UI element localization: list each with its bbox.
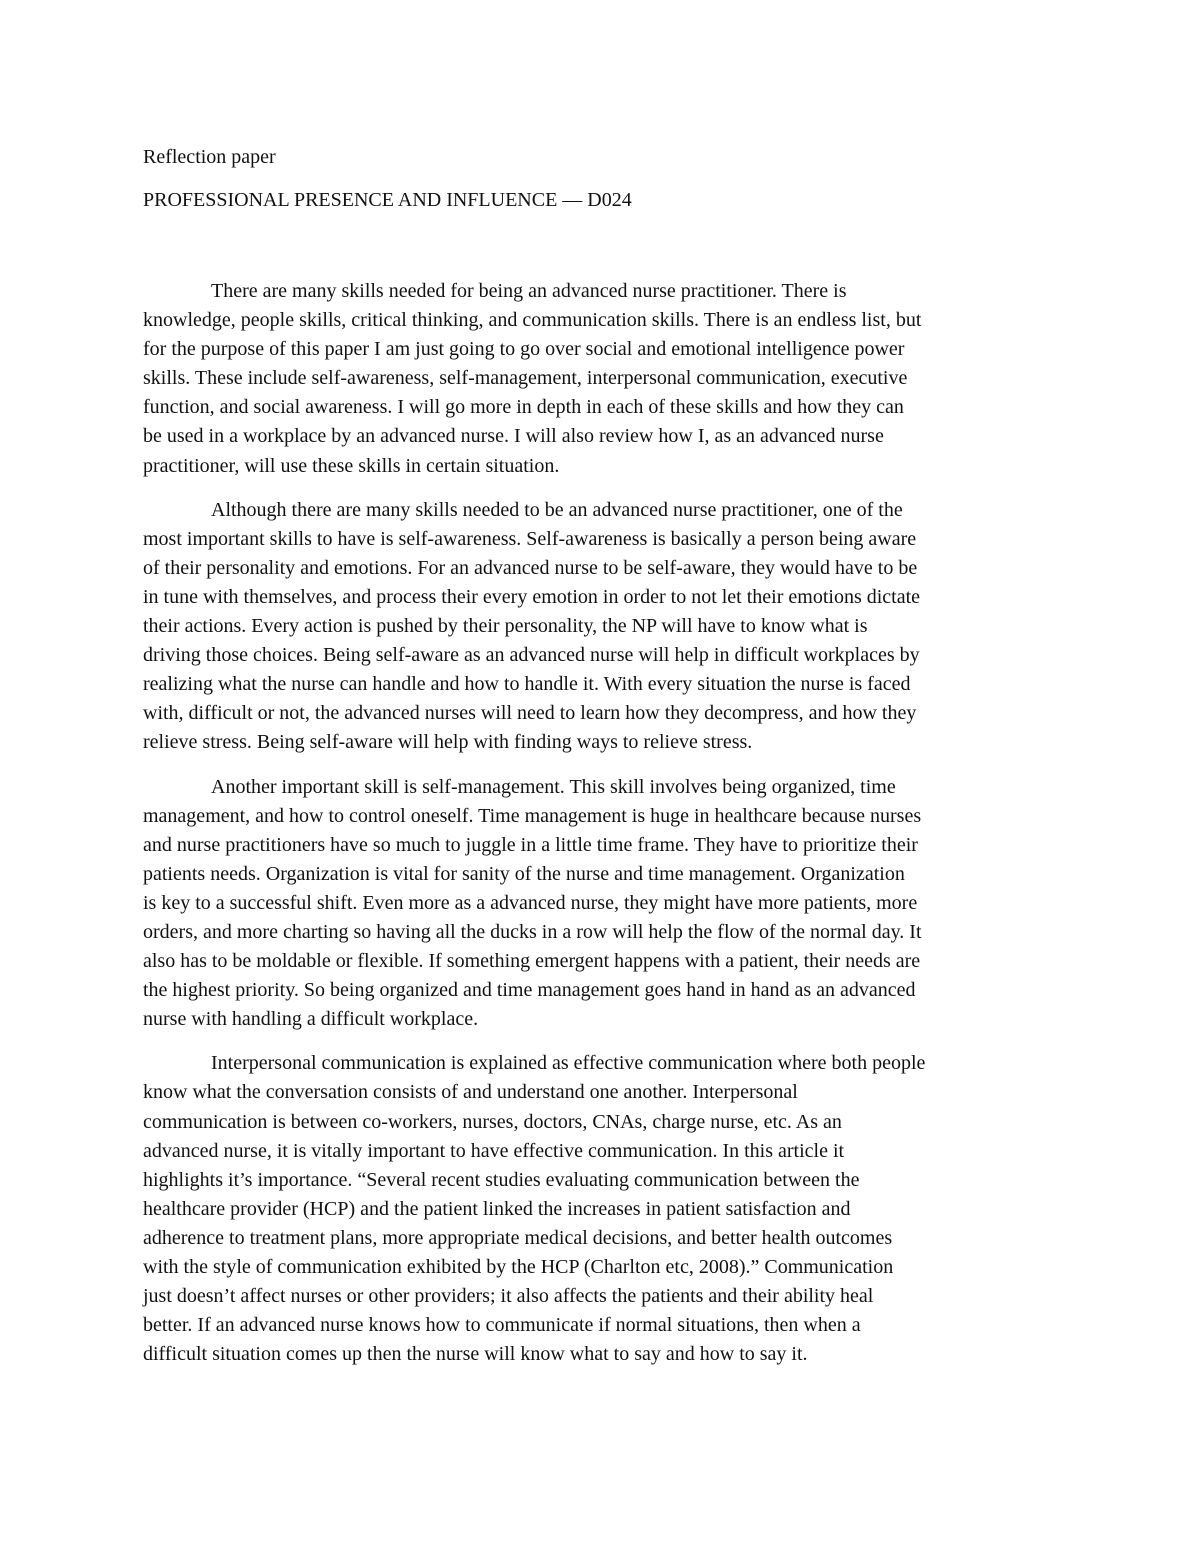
paragraph-line: highlights it’s importance. “Several recent studies evaluating communication between the bbox=[143, 1168, 860, 1191]
paragraph-line: healthcare provider (HCP) and the patient linked the increases in patient satisfaction and bbox=[143, 1197, 851, 1220]
body-paragraph bbox=[143, 277, 1063, 481]
document-body bbox=[143, 277, 1063, 1384]
course-heading: PROFESSIONAL PRESENCE AND INFLUENCE — D024 bbox=[143, 189, 632, 211]
paragraph-line: knowledge, people skills, critical thinking, and communication skills. There is an endless list, but bbox=[143, 309, 922, 332]
paragraph-line: and nurse practitioners have so much to juggle in a little time frame. They have to prioritize their bbox=[143, 833, 918, 856]
paragraph-line: There are many skills needed for being an advanced nurse practitioner. There is bbox=[211, 280, 847, 302]
body-paragraph bbox=[143, 496, 1063, 758]
paragraph-line: in tune with themselves, and process their every emotion in order to not let their emotions dictate bbox=[143, 585, 921, 608]
paragraph-line: know what the conversation consists of and understand one another. Interpersonal bbox=[143, 1081, 798, 1104]
paragraph-line: be used in a workplace by an advanced nurse. I will also review how I, as an advanced nurse bbox=[143, 425, 884, 448]
paragraph-line: Interpersonal communication is explained as effective communication where both people bbox=[211, 1052, 926, 1075]
paragraph-line: the highest priority. So being organized and time management goes hand in hand as an advanced bbox=[143, 979, 916, 1002]
paragraph-line: difficult situation comes up then the nurse will know what to say and how to say it. bbox=[143, 1343, 808, 1366]
paragraph-line: is key to a successful shift. Even more as a advanced nurse, they might have more patients, more bbox=[143, 891, 918, 914]
paragraph-line: skills. These include self-awareness, self-management, interpersonal communication, executive bbox=[143, 367, 908, 390]
paragraph-line: communication is between co-workers, nurses, doctors, CNAs, charge nurse, etc. As an bbox=[143, 1110, 842, 1133]
paragraph-line: most important skills to have is self-awareness. Self-awareness is basically a person being aware bbox=[143, 527, 917, 550]
paragraph-line: advanced nurse, it is vitally important to have effective communication. In this article it bbox=[143, 1139, 845, 1162]
paragraph-line: practitioner, will use these skills in certain situation. bbox=[143, 454, 560, 477]
paragraph-line: with, difficult or not, the advanced nurses will need to learn how they decompress, and how they bbox=[143, 702, 917, 725]
paragraph-line: of their personality and emotions. For an advanced nurse to be self-aware, they would have to be bbox=[143, 556, 918, 579]
paragraph-line: function, and social awareness. I will go more in depth in each of these skills and how they can bbox=[143, 396, 904, 419]
body-paragraph bbox=[143, 1049, 1063, 1369]
paragraph-line: just doesn’t affect nurses or other providers; it also affects the patients and their ability heal bbox=[143, 1285, 874, 1308]
paragraph-line: patients needs. Organization is vital for sanity of the nurse and time management. Organization bbox=[143, 862, 905, 885]
paragraph-line: Another important skill is self-management. This skill involves being organized, time bbox=[211, 775, 896, 798]
paragraph-line: for the purpose of this paper I am just going to go over social and emotional intelligence power bbox=[143, 338, 905, 361]
paragraph-line: orders, and more charting so having all the ducks in a row will help the flow of the normal day. It bbox=[143, 920, 922, 943]
paragraph-line: realizing what the nurse can handle and how to handle it. With every situation the nurse is faced bbox=[143, 673, 911, 696]
paragraph-line: with the style of communication exhibited by the HCP (Charlton etc, 2008).” Communication bbox=[143, 1256, 894, 1278]
paragraph-line: management, and how to control oneself. Time management is huge in healthcare because nurses bbox=[143, 804, 922, 827]
paragraph-line: adherence to treatment plans, more appropriate medical decisions, and better health outcomes bbox=[143, 1226, 893, 1249]
paragraph-line: nurse with handling a difficult workplace. bbox=[143, 1008, 479, 1031]
paragraph-line: Although there are many skills needed to be an advanced nurse practitioner, one of the bbox=[211, 498, 903, 521]
paragraph-line: relieve stress. Being self-aware will help with finding ways to relieve stress. bbox=[143, 731, 753, 754]
paragraph-line: also has to be moldable or flexible. If something emergent happens with a patient, their needs are bbox=[143, 950, 921, 973]
document-title: Reflection paper bbox=[143, 146, 276, 168]
paragraph-line: better. If an advanced nurse knows how to communicate if normal situations, then when a bbox=[143, 1314, 861, 1337]
paragraph-line: driving those choices. Being self-aware as an advanced nurse will help in difficult workplaces by bbox=[143, 644, 920, 667]
body-paragraph bbox=[143, 773, 1063, 1035]
paragraph-line: their actions. Every action is pushed by their personality, the NP will have to know what is bbox=[143, 615, 868, 638]
